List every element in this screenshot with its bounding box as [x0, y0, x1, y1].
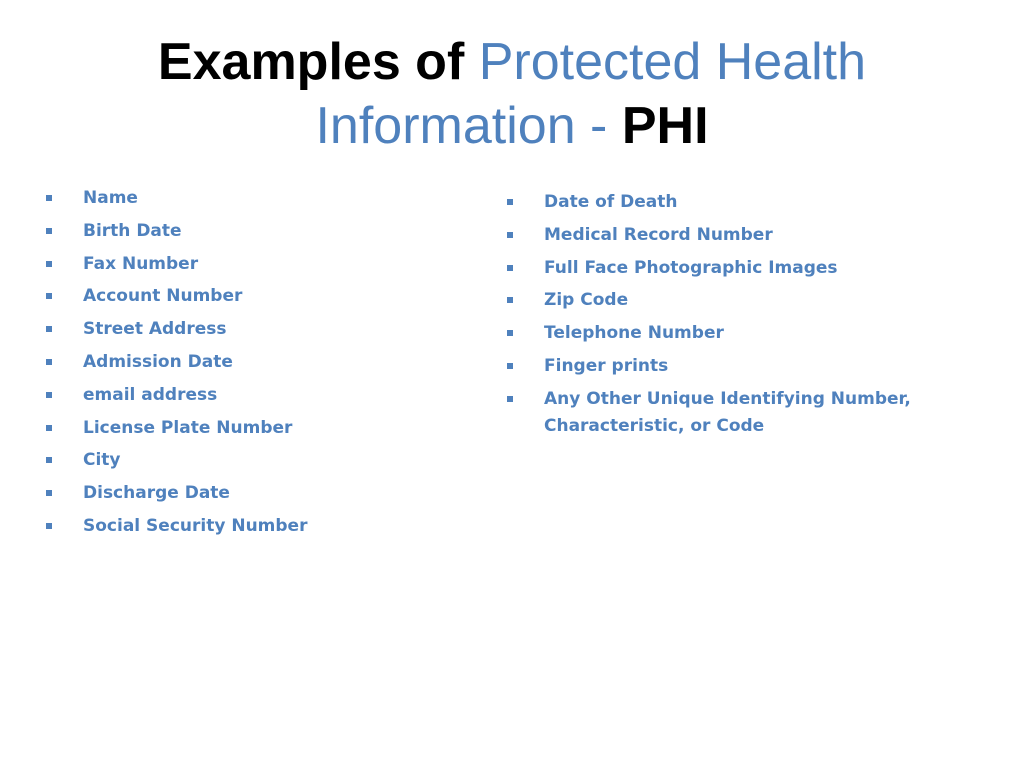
list-item	[46, 283, 466, 310]
square-bullet-icon	[46, 425, 52, 431]
square-bullet-icon	[46, 392, 52, 398]
list-item	[46, 415, 466, 442]
list-item-label: Full Face Photographic Images	[544, 257, 838, 278]
square-bullet-icon	[507, 330, 513, 336]
title-part-examples: Examples of	[157, 33, 465, 91]
square-bullet-icon	[46, 523, 52, 529]
list-item	[46, 316, 466, 343]
list-item	[46, 480, 466, 507]
square-bullet-icon	[507, 297, 513, 303]
list-item-label: email address	[83, 384, 218, 405]
list-item	[507, 189, 927, 216]
list-item	[507, 320, 927, 347]
list-item-label: City	[83, 450, 121, 471]
square-bullet-icon	[46, 490, 52, 496]
slide-title	[0, 30, 1024, 158]
square-bullet-icon	[46, 293, 52, 299]
list-item	[46, 513, 466, 540]
list-item	[46, 349, 466, 376]
square-bullet-icon	[507, 363, 513, 369]
list-item-label: Street Address	[83, 319, 227, 340]
list-item	[507, 353, 927, 380]
list-item-label: Name	[83, 188, 138, 208]
square-bullet-icon	[46, 359, 52, 365]
list-item	[507, 255, 927, 282]
list-item	[46, 218, 466, 245]
list-item-label: License Plate Number	[83, 417, 293, 438]
square-bullet-icon	[507, 199, 513, 205]
square-bullet-icon	[46, 261, 52, 267]
list-item-label: Finger prints	[544, 355, 669, 376]
list-item-label: Social Security Number	[83, 515, 308, 536]
list-item-label: Telephone Number	[544, 323, 724, 344]
list-item	[46, 251, 466, 278]
square-bullet-icon	[46, 228, 52, 234]
list-item-label: Zip Code	[544, 290, 629, 311]
list-item	[507, 386, 927, 440]
title-part-information: Information -	[315, 97, 608, 155]
square-bullet-icon	[507, 232, 513, 238]
list-item-label: Discharge Date	[83, 483, 230, 504]
list-item-label: Birth Date	[83, 220, 182, 241]
square-bullet-icon	[507, 396, 513, 402]
list-item	[507, 287, 927, 314]
right-bullet-list	[507, 189, 927, 446]
list-item-label: Medical Record Number	[544, 224, 773, 245]
list-item	[46, 185, 466, 212]
title-part-protected-health: Protected Health	[478, 33, 867, 91]
list-item-label: Fax Number	[83, 253, 199, 274]
square-bullet-icon	[46, 457, 52, 463]
list-item-label: Any Other Unique Identifying Number, Characteristic, or Code	[544, 388, 911, 436]
left-bullet-list	[46, 185, 466, 546]
list-item-label: Date of Death	[544, 192, 678, 212]
list-item-label: Account Number	[83, 286, 243, 307]
square-bullet-icon	[46, 195, 52, 201]
list-item-label: Admission Date	[83, 351, 233, 372]
square-bullet-icon	[507, 265, 513, 271]
list-item	[46, 447, 466, 474]
title-part-phi: PHI	[621, 97, 709, 155]
list-item	[507, 222, 927, 249]
list-item	[46, 382, 466, 409]
square-bullet-icon	[46, 326, 52, 332]
